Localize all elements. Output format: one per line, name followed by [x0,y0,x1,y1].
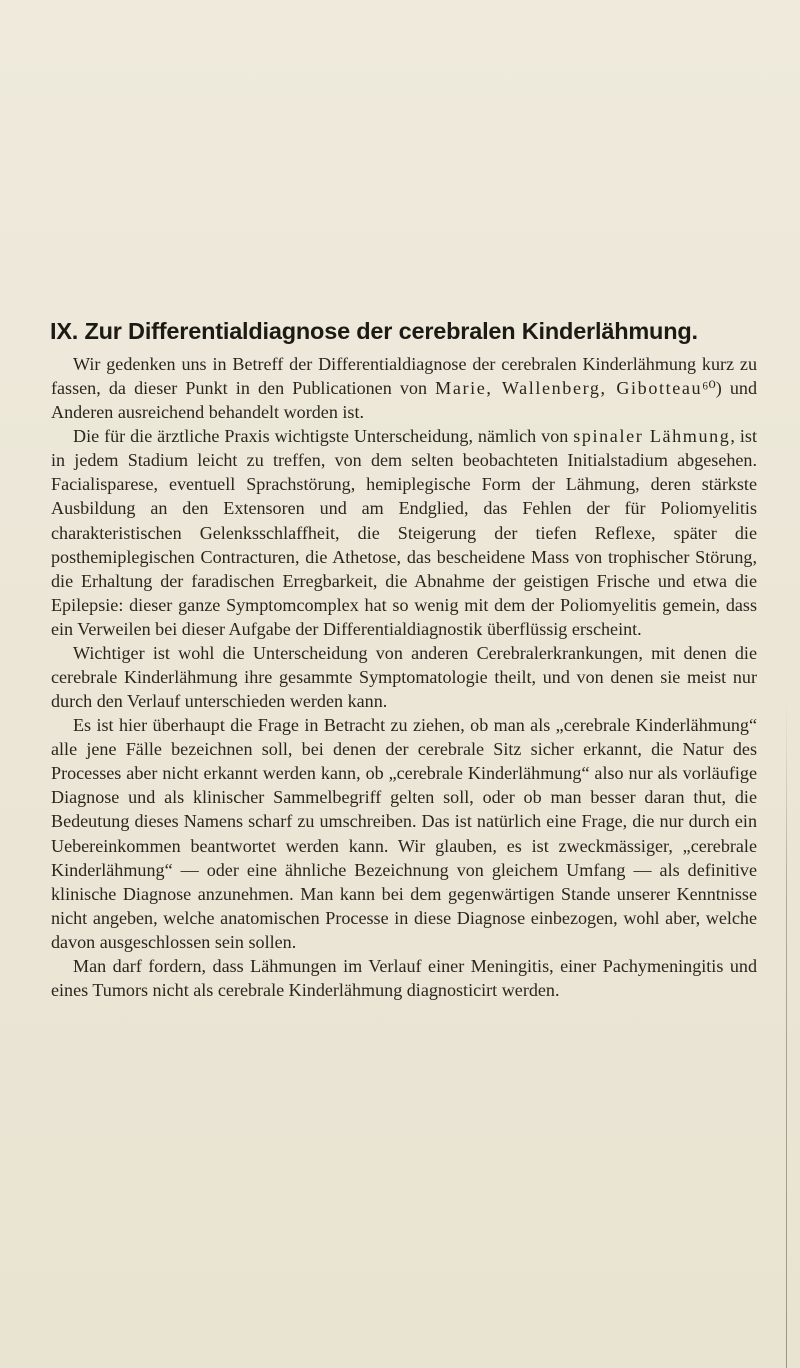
text-run: , ist in jedem Stadium leicht zu treffen, von dem selten beobachteten Initialstadium abgesehen. Facialisparese, eventuell Sprachstörung, hemiplegische Form der Lähmung, deren stärkste Ausbildung an den Extensoren und am Endglied, das Fehlen der für Poliomyelitis charakteristischen Gelenksschlaffheit, die Steigerung der tiefen Reflexe, später die posthemiplegischen Contracturen, die Athetose, das bescheidene Mass von trophischer Störung, die Erhaltung der faradischen Erregbarkeit, die Abnahme der geistigen Frische und etwa die Epilepsie: dieser ganze Symptomcomplex hat so wenig mit dem der Poliomyelitis gemein, dass ein Verweilen bei dieser Aufgabe der Differentialdiagnostik überflüssig erscheint. [51,426,757,639]
text-run: Wir gedenken uns in Betreff der Differentialdiagnose der cerebralen Kinderlähmung kurz zu fassen, da dieser Punkt in den Publicationen von [51,354,757,399]
paragraph [51,954,757,1002]
paragraph [51,713,757,954]
text-run: Wichtiger ist wohl die Unterscheidung von anderen Cerebralerkrankungen, mit denen die cerebrale Kinderlähmung ihre gesammte Symptomatologie theilt, und von denen sie meist nur durch den Verlauf unterschieden werden kann. [51,642,757,712]
page-edge-shadow [786,700,787,1368]
text-run: ⁶⁰) und Anderen ausreichend behandelt worden ist. [51,378,758,423]
paragraph [51,352,757,424]
text-run: Es ist hier überhaupt die Frage in Betracht zu ziehen, ob man als „cerebrale Kinderlähmung“ alle jene Fälle bezeichnen soll, bei denen der cerebrale Sitz sicher erkannt, die Natur des Processes aber nicht erkannt werden kann, ob „cerebrale Kinderlähmung“ also nur als vorläufige Diagnose und als klinischer Sammelbegriff gelten soll, oder ob man besser daran thut, die Bedeutung dieses Namens scharf zu umschreiben. Das ist natürlich eine Frage, die nur durch ein Uebereinkommen beantwortet werden kann. Wir glauben, es ist zweckmässiger, „cerebrale Kinderlähmung“ — oder eine ähnliche Bezeichnung von gleichem Umfang — als definitive klinische Diagnose anzunehmen. Man kann bei dem gegenwärtigen Stande unserer Kenntnisse nicht angeben, welche anatomischen Processe in diese Diagnose einbezogen, wohl aber, welche davon ausgeschlossen sein sollen. [51,715,757,952]
body-text [51,352,757,1002]
text-run: Die für die ärztliche Praxis wichtigste Unterscheidung, nämlich von [73,426,574,447]
emphasized-term: spinaler Lähmung [573,426,731,447]
chapter-heading: IX. Zur Differentialdiagnose der cerebralen Kinderlähmung. [50,318,698,344]
paragraph [51,424,757,641]
paragraph [51,641,757,713]
author-names: Marie, Wallenberg, Gibotteau [435,378,703,399]
text-run: Man darf fordern, dass Lähmungen im Verlauf einer Meningitis, einer Pachymeningitis und eines Tumors nicht als cerebrale Kinderlähmung diagnosticirt werden. [51,955,757,1001]
